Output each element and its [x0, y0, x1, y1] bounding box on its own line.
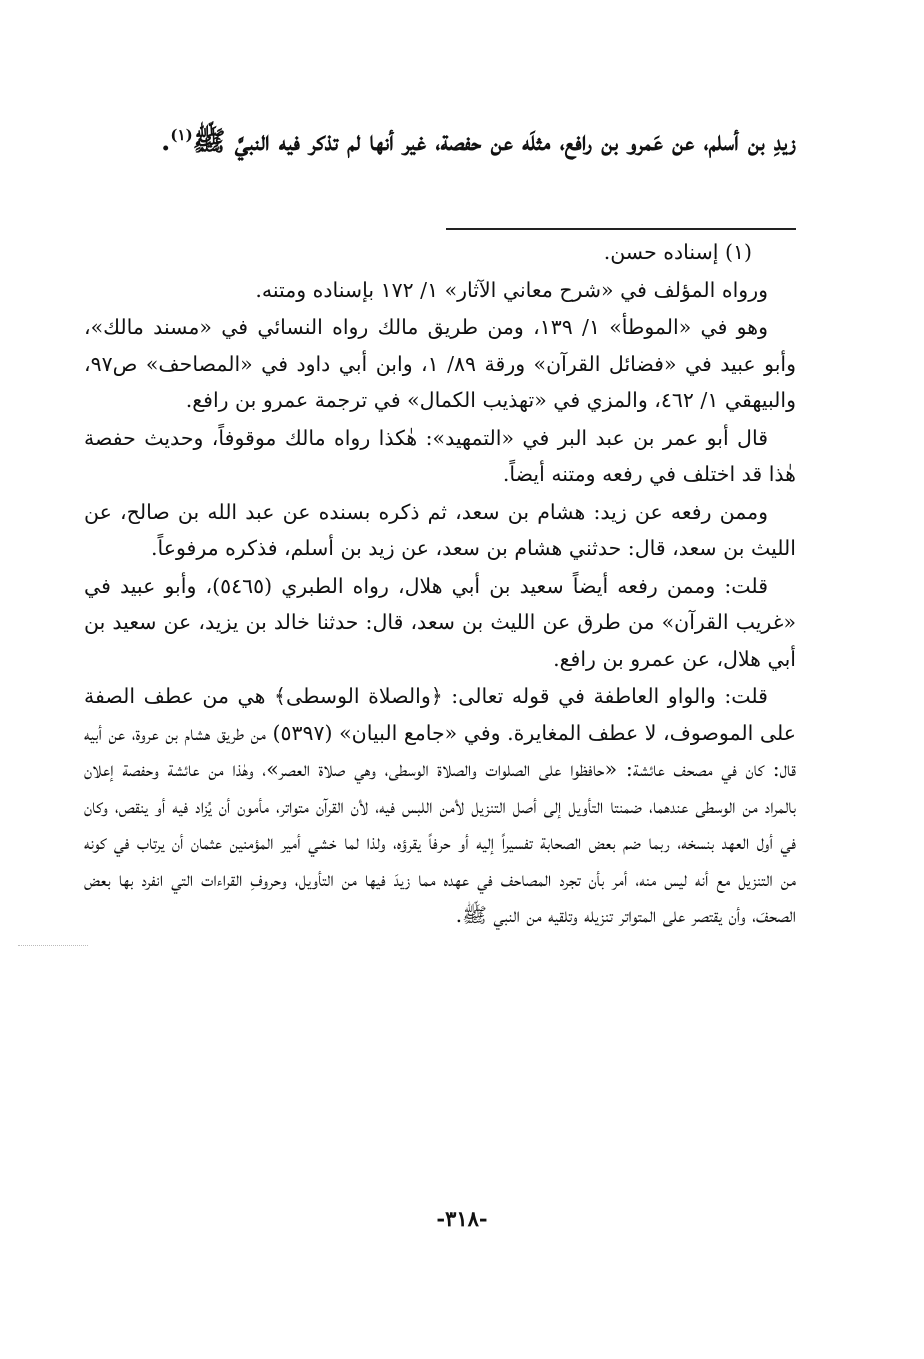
- main-text-line-2: فيه النبيَّ ﷺ: [192, 126, 300, 157]
- main-text-line-1: زيدِ بن أسلم، عن عَمرو بن رافع، مثلَه عن حفصة، غير أنها لم تذكر: [309, 126, 796, 157]
- footnote-separator: [446, 228, 796, 230]
- footnote-paragraph: وهو في «الموطأ» ١/ ١٣٩، ومن طريق مالك رواه النسائي في «مسند مالك»، وأبو عبيد في «فضائل القرآن» ورقة ٨٩/ ١، وابن أبي داود في «المصاحف» ص٩٧، والبيهقي ١/ ٤٦٢، والمزي في «تهذيب الكمال» في ترجمة عمرو بن رافع.: [84, 315, 796, 412]
- scan-artifact: [18, 945, 88, 946]
- footnote-1: (١) إسناده حسن.: [603, 240, 752, 264]
- main-text-block: [84, 118, 796, 166]
- footnote-paragraph: قلت: والواو العاطفة في قوله تعالى: ﴿والصلاة الوسطى﴾ هي من عطف الصفة على الموصوف، لا عطف المغايرة. وفي «جامع البيان» (٥٣٩٧) من طريق هشام بن عروة، عن أبيه قال: كان في مصحف عائشة: «حافظوا على الصلوات والصلاة الوسطى، وهي صلاة العصر»، وهٰذا من عائشة وحفصة إعلان بالمراد من الوسطى عندهما، ضمنتا التأويل إلى أصل التنزيل لأمن اللبس فيه، لأن القرآن متواتر، مأمون أن يُزاد فيه أو ينقص، وكان في أول العهد بنسخه، ربما ضم بعض الصحابة تفسيراً إليه أو حرفاً يقرؤه، ولذا لما خشي أمير المؤمنين عثمان أن يرتاب في كونه من التنزيل مع أنه ليس منه، أمر بأن تجرد المصاحف في عهده مما زيدَ فيها من التأويل، وحروفِ القراءات التي انفرد بها بعض الصحفَ، وأن يقتصر على المتواتر تنزيله وتلقيه من النبي ﷺ.: [84, 684, 796, 927]
- footnotes-block: [84, 234, 796, 935]
- main-text-end-mark: .: [161, 126, 171, 157]
- footnote-paragraph: ورواه المؤلف في «شرح معاني الآثار» ١/ ١٧٢ بإسناده ومتنه.: [255, 277, 768, 302]
- footnote-paragraph: قلت: وممن رفعه أيضاً سعيد بن أبي هلال، رواه الطبري (٥٤٦٥)، وأبو عبيد في «غريب القرآن» من طرق عن الليث بن سعد، قال: حدثنا خالد بن يزيد، عن سعيد بن أبي هلال، عن عمرو بن رافع.: [84, 573, 796, 671]
- footnote-reference: (١): [170, 126, 193, 144]
- page-number: -٣١٨-: [436, 1206, 488, 1231]
- footnote-paragraph: وممن رفعه عن زيد: هشام بن سعد، ثم ذكره بسنده عن عبد الله بن صالح، عن الليث بن سعد، قال: حدثني هشام بن سعد، عن زيد بن أسلم، فذكره مرفوعاً.: [84, 499, 796, 560]
- footnote-paragraph: قال أبو عمر بن عبد البر في «التمهيد»: هٰكذا رواه مالك موقوفاً، وحديث حفصة هٰذا قد اختلف في رفعه ومتنه أيضاً.: [84, 425, 796, 486]
